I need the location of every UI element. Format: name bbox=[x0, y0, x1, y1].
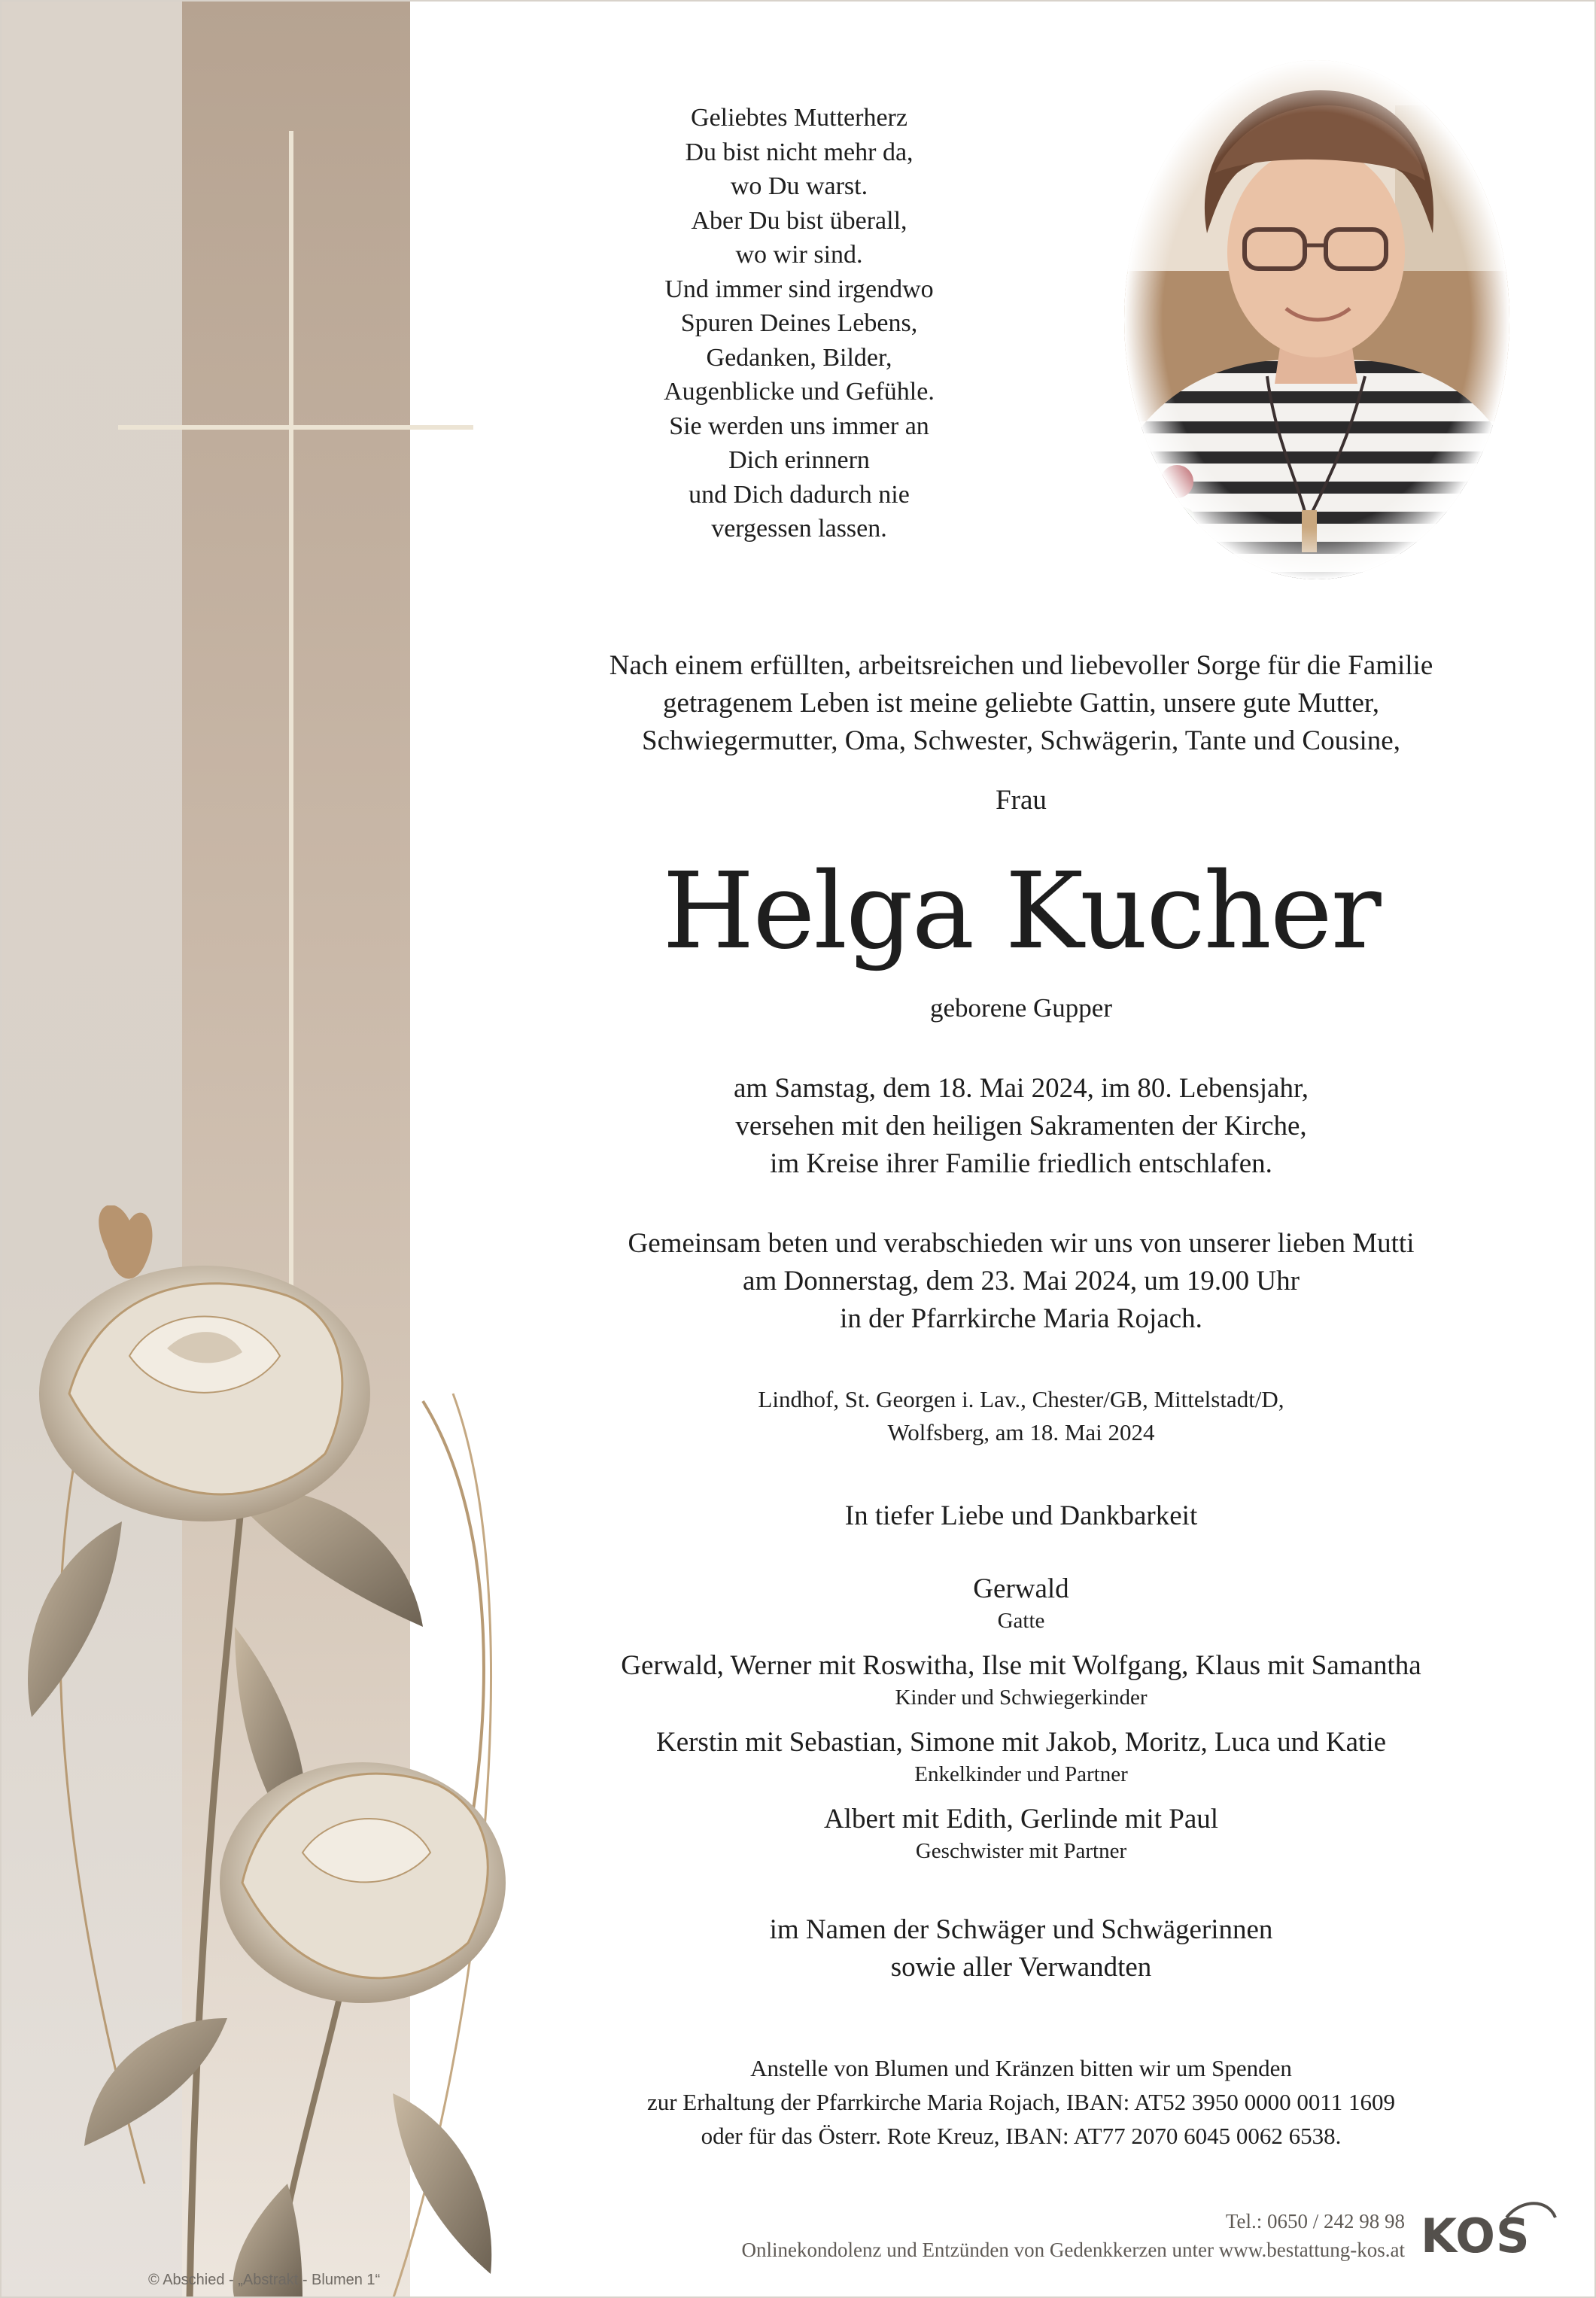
closing-line: In tiefer Liebe und Dankbarkeit bbox=[844, 1500, 1198, 1531]
portrait-photo bbox=[1124, 60, 1509, 579]
phone-number: Tel.: 0650 / 242 98 98 bbox=[1225, 2210, 1405, 2233]
places-date bbox=[641, 1383, 1401, 1449]
poem-line: Spuren Deines Lebens, bbox=[680, 309, 918, 337]
salutation: Frau bbox=[996, 785, 1047, 816]
places-line: Lindhof, St. Georgen i. Lav., Chester/GB, Mittelstadt/D, bbox=[758, 1386, 1284, 1412]
poem-line: vergessen lassen. bbox=[711, 515, 887, 543]
kos-logo bbox=[1416, 2195, 1559, 2263]
death-line: am Samstag, dem 18. Mai 2024, im 80. Lebensjahr, bbox=[733, 1073, 1309, 1104]
logo-text: KOS bbox=[1421, 2208, 1531, 2263]
rose-illustration bbox=[2, 1205, 573, 2298]
death-line: im Kreise ihrer Familie friedlich entschlafen. bbox=[770, 1148, 1272, 1179]
poem-line: Sie werden uns immer an bbox=[669, 412, 929, 440]
on-behalf bbox=[603, 1911, 1439, 1986]
donation-line: zur Erhaltung der Pfarrkirche Maria Rojach, IBAN: AT52 3950 0000 0011 1609 bbox=[646, 2089, 1396, 2115]
mourner-role: Enkelkinder und Partner bbox=[914, 1762, 1128, 1786]
mourner-names: Gerwald bbox=[973, 1573, 1069, 1604]
death-notice bbox=[528, 1070, 1514, 1183]
mourner-names: Albert mit Edith, Gerlinde mit Paul bbox=[823, 1804, 1219, 1834]
intro-line: Nach einem erfüllten, arbeitsreichen und liebevoller Sorge für die Familie bbox=[609, 650, 1433, 681]
service-info bbox=[528, 1225, 1514, 1338]
mourner-names: Gerwald, Werner mit Roswitha, Ilse mit Wolfgang, Klaus mit Samantha bbox=[621, 1650, 1421, 1681]
donation-line: oder für das Österr. Rote Kreuz, IBAN: AT77 2070 6045 0062 6538. bbox=[701, 2123, 1342, 2149]
copyright-note: © Abschied - „Abstrakt - Blumen 1“ bbox=[148, 2272, 381, 2288]
service-line: in der Pfarrkirche Maria Rojach. bbox=[840, 1303, 1202, 1334]
maiden-name: geborene Gupper bbox=[930, 993, 1112, 1023]
poem-line: und Dich dadurch nie bbox=[689, 480, 910, 509]
intro-line: Schwiegermutter, Oma, Schwester, Schwägerin, Tante und Cousine, bbox=[642, 725, 1400, 756]
mourners-list bbox=[528, 1571, 1514, 1878]
intro-text bbox=[528, 647, 1514, 760]
donation-request bbox=[528, 2051, 1514, 2153]
poem-line: Du bist nicht mehr da, bbox=[685, 138, 914, 166]
service-line: Gemeinsam beten und verabschieden wir uns von unserer lieben Mutti bbox=[628, 1228, 1415, 1259]
poem-line: Dich erinnern bbox=[728, 446, 870, 474]
donation-line: Anstelle von Blumen und Kränzen bitten wir um Spenden bbox=[750, 2055, 1292, 2081]
poem-line: wo wir sind. bbox=[735, 241, 863, 269]
mourner-role: Gatte bbox=[997, 1609, 1045, 1633]
mourner-group bbox=[528, 1801, 1514, 1865]
mourner-names: Kerstin mit Sebastian, Simone mit Jakob, Moritz, Luca und Katie bbox=[655, 1727, 1387, 1758]
poem-line: Geliebtes Mutterherz bbox=[691, 104, 907, 132]
mourner-role: Kinder und Schwiegerkinder bbox=[895, 1686, 1148, 1710]
poem-line: wo Du warst. bbox=[730, 172, 868, 200]
cross-icon bbox=[2, 2, 483, 1296]
places-line: Wolfsberg, am 18. Mai 2024 bbox=[887, 1419, 1155, 1445]
online-condolence: Onlinekondolenz und Entzünden von Gedenkkerzen unter www.bestattung-kos.at bbox=[741, 2239, 1405, 2261]
poem-line: Und immer sind irgendwo bbox=[664, 275, 934, 303]
intro-line: getragenem Leben ist meine geliebte Gattin, unsere gute Mutter, bbox=[663, 688, 1379, 719]
on-behalf-line: im Namen der Schwäger und Schwägerinnen bbox=[769, 1914, 1273, 1945]
service-line: am Donnerstag, dem 23. Mai 2024, um 19.00 Uhr bbox=[743, 1266, 1300, 1296]
poem bbox=[588, 101, 1010, 546]
poem-line: Gedanken, Bilder, bbox=[706, 343, 892, 372]
poem-line: Aber Du bist überall, bbox=[691, 206, 907, 235]
mourner-group bbox=[528, 1648, 1514, 1711]
poem-line: Augenblicke und Gefühle. bbox=[664, 378, 935, 406]
deceased-name: Helga Kucher bbox=[662, 850, 1380, 973]
mourner-role: Geschwister mit Partner bbox=[915, 1839, 1127, 1863]
mourner-group bbox=[528, 1571, 1514, 1634]
death-line: versehen mit den heiligen Sakramenten der Kirche, bbox=[735, 1111, 1307, 1141]
on-behalf-line: sowie aller Verwandten bbox=[890, 1952, 1152, 1983]
mourner-group bbox=[528, 1725, 1514, 1788]
